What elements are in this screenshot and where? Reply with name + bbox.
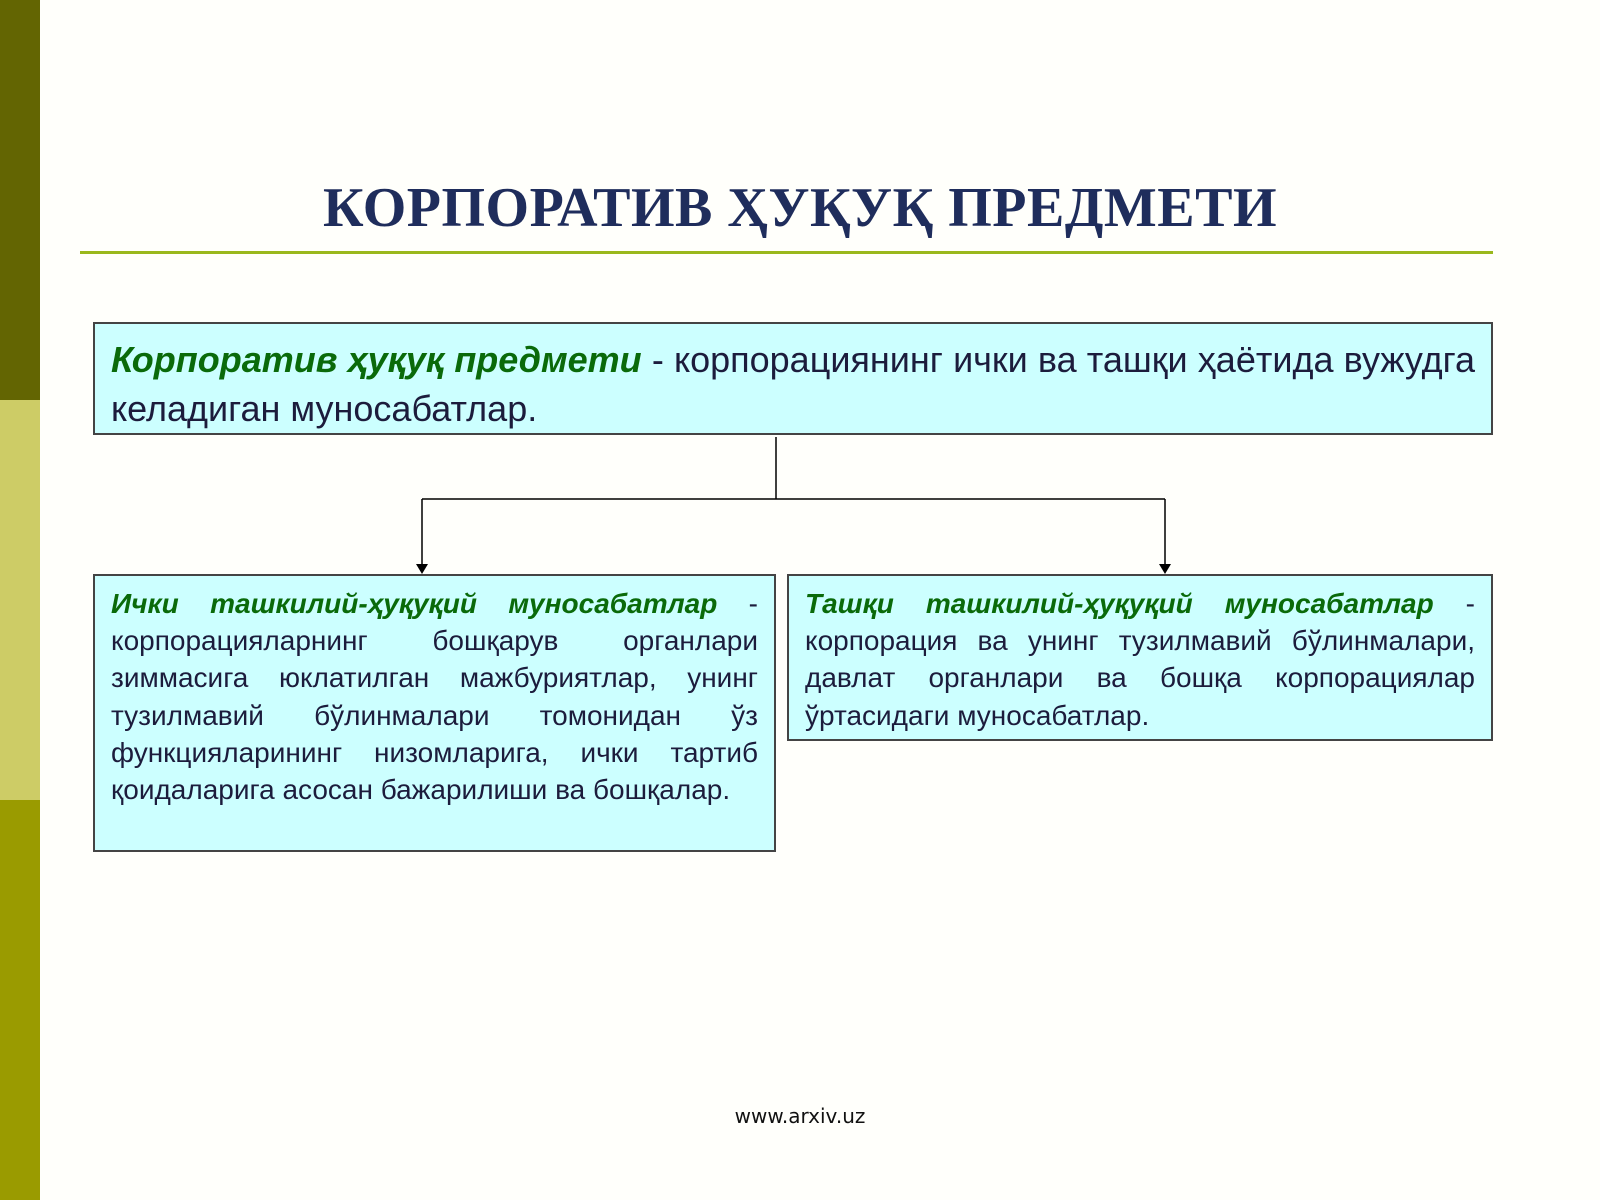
external-relations-box — [787, 574, 1493, 741]
left-arrowhead — [416, 564, 428, 574]
external-relations-text: - корпорация ва унинг тузилмавий бўлинмалари, давлат органлари ва бошқа корпорациялар ўртасидаги муносабатлар. — [805, 588, 1475, 731]
definition-term: Корпоратив ҳуқуқ предмети — [111, 339, 642, 380]
right-arrowhead — [1159, 564, 1171, 574]
external-relations-term: Ташқи ташкилий-ҳуқуқий муносабатлар — [805, 588, 1434, 619]
slide-title: КОРПОРАТИВ ҲУҚУҚ ПРЕДМЕТИ — [322, 177, 1278, 239]
internal-relations-box — [93, 574, 776, 852]
definition-text: - корпорациянинг ички ва ташқи ҳаётида вужудга келадиган муносабатлар. — [111, 339, 1476, 429]
internal-relations-term: Ички ташкилий-ҳуқуқий муносабатлар — [111, 588, 718, 619]
footer-url: www.arxiv.uz — [734, 1104, 866, 1128]
internal-relations-text: - корпорацияларнинг бошқарув органлари зиммасига юклатилган мажбуриятлар, унинг тузилмавий бўлинмалари томонидан ўз функцияларининг низомларига, ички тартиб қоидаларига асосан бажарилиши ва бошқалар. — [111, 588, 758, 806]
